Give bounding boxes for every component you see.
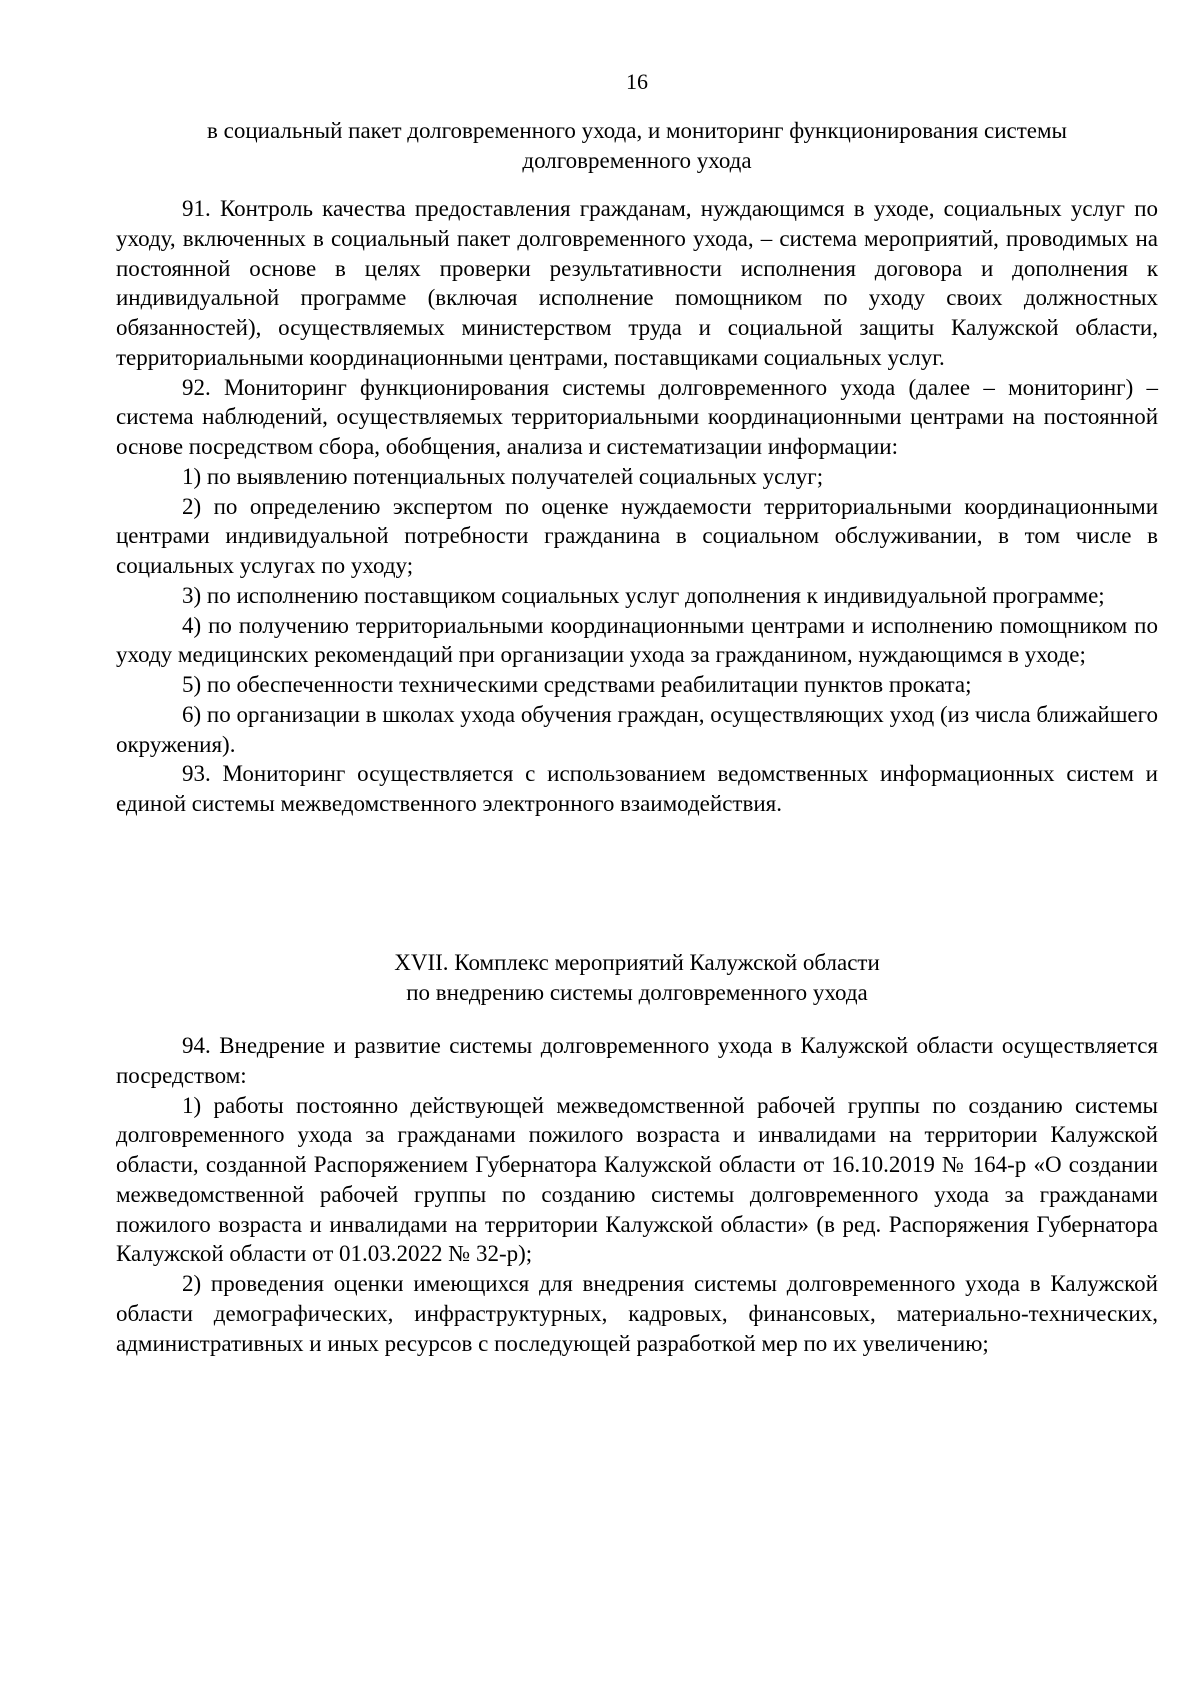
list-item-4: 4) по получению территориальными координационными центрами и исполнению помощником по уходу медицинских рекомендаций при организации ухода за гражданином, нуждающимся в уходе; [116,612,1158,668]
section-xvii-heading-line-2: по внедрению системы долговременного ухода [406,979,868,1005]
section-xvii-heading-line-1: XVII. Комплекс мероприятий Калужской области [394,950,880,975]
list-item-3: 3) по исполнению поставщиком социальных услуг дополнения к индивидуальной программе; [182,582,1105,608]
paragraphs-bottom [116,1031,1158,1358]
list-item-94-2: 2) проведения оценки имеющихся для внедрения системы долговременного ухода в Калужской области демографических, инфраструктурных, кадровых, финансовых, материально-технических, административных и иных ресурсов с последующей разработкой мер по их увеличению; [116,1271,1158,1356]
section-xvii-heading [116,948,1158,1007]
paragraph-92: 92. Мониторинг функционирования системы долговременного ухода (далее – мониторинг) – система наблюдений, осуществляемых территориальными координационными центрами на постоянной основе посредством сбора, обобщения, анализа и систематизации информации: [116,374,1158,459]
section-heading-tail [116,116,1158,175]
list-item-94-1: 1) работы постоянно действующей межведомственной рабочей группы по созданию системы долговременного ухода за гражданами пожилого возраста и инвалидами на территории Калужской области, созданной Распоряжением Губернатора Калужской области от 16.10.2019 № 164-р «О создании межведомственной рабочей группы по созданию системы долговременного ухода за гражданами пожилого возраста и инвалидами на территории Калужской области» (в ред. Распоряжения Губернатора Калужской области от 01.03.2022 № 32-р); [116,1092,1158,1267]
paragraph-93: 93. Мониторинг осуществляется с использованием ведомственных информационных систем и единой системы межведомственного электронного взаимодействия. [116,761,1158,816]
page-number: 16 [626,69,648,94]
section-heading-tail-line-2: долговременного ухода [522,147,752,173]
list-item-1: 1) по выявлению потенциальных получателей социальных услуг; [182,463,824,489]
list-item-5: 5) по обеспеченности техническими средствами реабилитации пунктов проката; [182,672,972,697]
paragraph-91: 91. Контроль качества предоставления гражданам, нуждающимся в уходе, социальных услуг по уходу, включенных в социальный пакет долговременного ухода, – система мероприятий, проводимых на постоянной основе в целях проверки результативности исполнения договора и дополнения к индивидуальной программе (включая исполнение помощником по уходу своих должностных обязанностей), осуществляемых министерством труда и социальной защиты Калужской области, территориальными координационными центрами, поставщиками социальных услуг. [116,196,1158,370]
paragraphs-top [116,194,1158,819]
list-item-2: 2) по определению экспертом по оценке нуждаемости территориальными координационными центрами индивидуальной потребности гражданина в социальном обслуживании, в том числе в социальных услугах по уходу; [116,493,1158,578]
section-heading-tail-line-1: в социальный пакет долговременного ухода, и мониторинг функционирования системы [207,118,1067,143]
paragraph-94: 94. Внедрение и развитие системы долговременного ухода в Калужской области осуществляется посредством: [116,1033,1158,1088]
list-item-6: 6) по организации в школах ухода обучения граждан, осуществляющих уход (из числа ближайшего окружения). [116,701,1158,757]
